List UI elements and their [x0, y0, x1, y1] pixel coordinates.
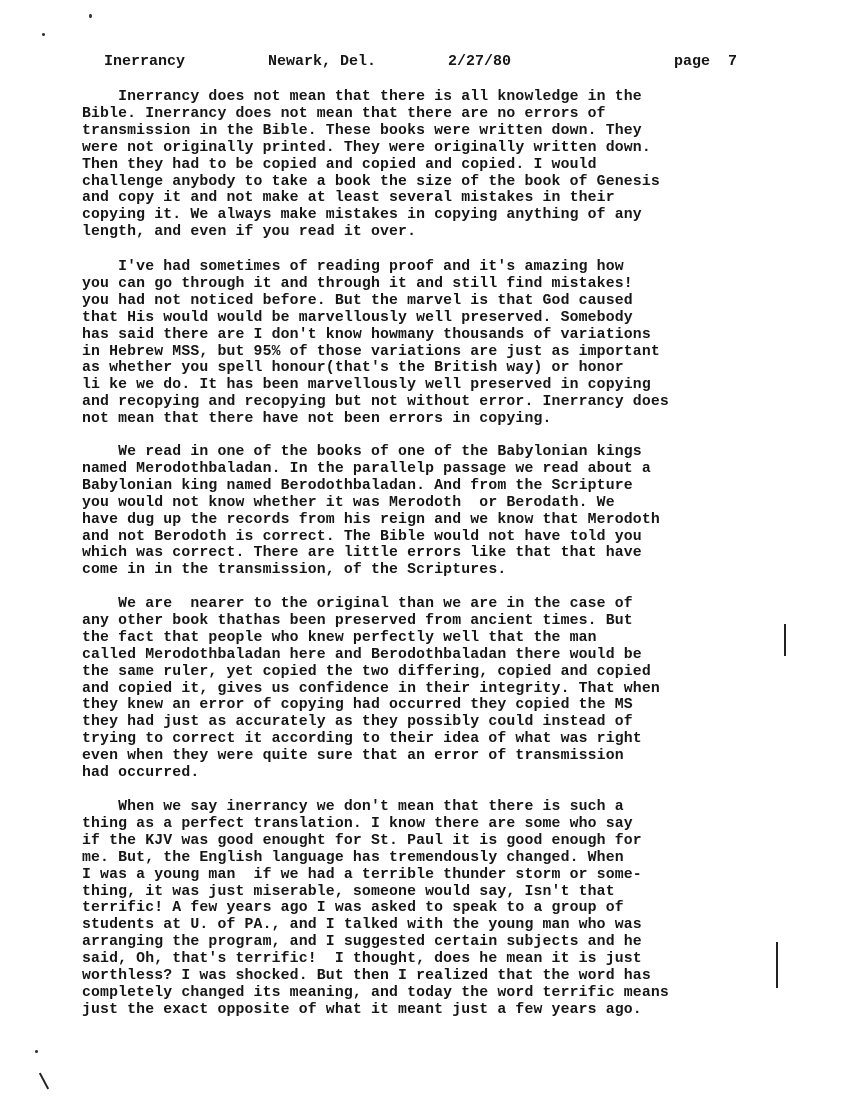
header-title: Inerrancy [104, 53, 186, 70]
text-line: Then they had to be copied and copied and copied. I would [82, 156, 597, 173]
paragraph-2 [82, 259, 669, 428]
text-line: in Hebrew MSS, but 95% of those variations are just as important [82, 343, 660, 360]
paragraph-3 [82, 444, 660, 579]
text-line: you had not noticed before. But the marvel is that God caused [82, 292, 633, 309]
scan-speck [42, 33, 45, 36]
text-line: they had just as accurately as they possibly could instead of [82, 714, 633, 731]
text-line: has said there are I don't know howmany thousands of variations [82, 326, 651, 343]
text-line: Babylonian king named Berodothbaladan. And from the Scripture [82, 477, 633, 494]
text-line: thing, it was just miserable, someone would say, Isn't that [82, 883, 615, 900]
paragraph-5 [82, 799, 669, 1019]
scan-mark [39, 1073, 49, 1090]
text-line: named Merodothbaladan. In the parallelp passage we read about a [82, 460, 651, 477]
header-place: Newark, Del. [268, 53, 377, 70]
text-line: copying it. We always make mistakes in copying anything of any [82, 207, 642, 224]
text-line: called Merodothbaladan here and Berodothbaladan there would be [82, 646, 642, 663]
text-line: We are nearer to the original than we are in the case of [82, 596, 633, 612]
text-line: and not Berodoth is correct. The Bible would not have told you [82, 528, 642, 545]
text-line: Inerrancy does not mean that there is all knowledge in the [82, 89, 642, 105]
text-line: length, and even if you read it over. [82, 224, 417, 241]
text-line: have dug up the records from his reign and we know that Merodoth [82, 511, 660, 528]
text-line: come in in the transmission, of the Scriptures. [82, 562, 507, 579]
header-page-number: page 7 [674, 53, 738, 70]
text-line: worthless? I was shocked. But then I realized that the word has [82, 968, 651, 985]
text-line: even when they were quite sure that an error of transmission [82, 748, 624, 765]
text-line: they knew an error of copying had occurred they copied the MS [82, 697, 633, 714]
text-line: transmission in the Bible. These books were written down. They [82, 122, 642, 139]
text-line: you can go through it and through it and still find mistakes! [82, 275, 633, 292]
text-line: We read in one of the books of one of the Babylonian kings [82, 444, 642, 460]
header-date: 2/27/80 [448, 53, 512, 70]
text-line: completely changed its meaning, and today the word terrific means [82, 984, 669, 1001]
text-line: and copy it and not make at least several mistakes in their [82, 190, 615, 207]
text-line: and copied it, gives us confidence in their integrity. That when [82, 680, 660, 697]
text-line: you would not know whether it was Merodoth or Berodath. We [82, 494, 615, 511]
text-line: students at U. of PA., and I talked with the young man who was [82, 917, 642, 934]
text-line: that His would would be marvellously well preserved. Somebody [82, 309, 633, 326]
text-line: not mean that there have not been errors in copying. [82, 411, 552, 428]
text-line: if the KJV was good enought for St. Paul it is good enough for [82, 832, 642, 849]
text-line: me. But, the English language has tremendously changed. When [82, 849, 624, 866]
text-line: challenge anybody to take a book the size of the book of Genesis [82, 173, 660, 190]
margin-mark [776, 942, 778, 988]
text-line: I was a young man if we had a terrible thunder storm or some- [82, 866, 642, 883]
text-line: trying to correct it according to their idea of what was right [82, 731, 642, 748]
text-line: said, Oh, that's terrific! I thought, does he mean it is just [82, 951, 642, 968]
text-line: terrific! A few years ago I was asked to speak to a group of [82, 900, 624, 917]
margin-mark [784, 624, 786, 656]
text-line: and recopying and recopying but not without error. Inerrancy does [82, 394, 669, 411]
text-line: the fact that people who knew perfectly well that the man [82, 629, 597, 646]
text-line: Bible. Inerrancy does not mean that there are no errors of [82, 105, 606, 122]
text-line: When we say inerrancy we don't mean that there is such a [82, 799, 624, 815]
text-line: had occurred. [82, 765, 200, 782]
scan-speck [89, 14, 92, 18]
paragraph-4 [82, 596, 660, 782]
text-line: any other book thathas been preserved from ancient times. But [82, 612, 633, 629]
paragraph-1 [82, 89, 660, 241]
text-line: were not originally printed. They were originally written down. [82, 139, 651, 156]
scan-speck [35, 1050, 38, 1053]
text-line: which was correct. There are little errors like that that have [82, 545, 642, 562]
text-line: I've had sometimes of reading proof and it's amazing how [82, 259, 624, 275]
text-line: thing as a perfect translation. I know there are some who say [82, 815, 633, 832]
text-line: as whether you spell honour(that's the British way) or honor [82, 360, 624, 377]
text-line: just the exact opposite of what it meant just a few years ago. [82, 1001, 642, 1018]
text-line: li ke we do. It has been marvellously well preserved in copying [82, 377, 651, 394]
text-line: arranging the program, and I suggested certain subjects and he [82, 934, 642, 951]
text-line: the same ruler, yet copied the two differing, copied and copied [82, 663, 651, 680]
